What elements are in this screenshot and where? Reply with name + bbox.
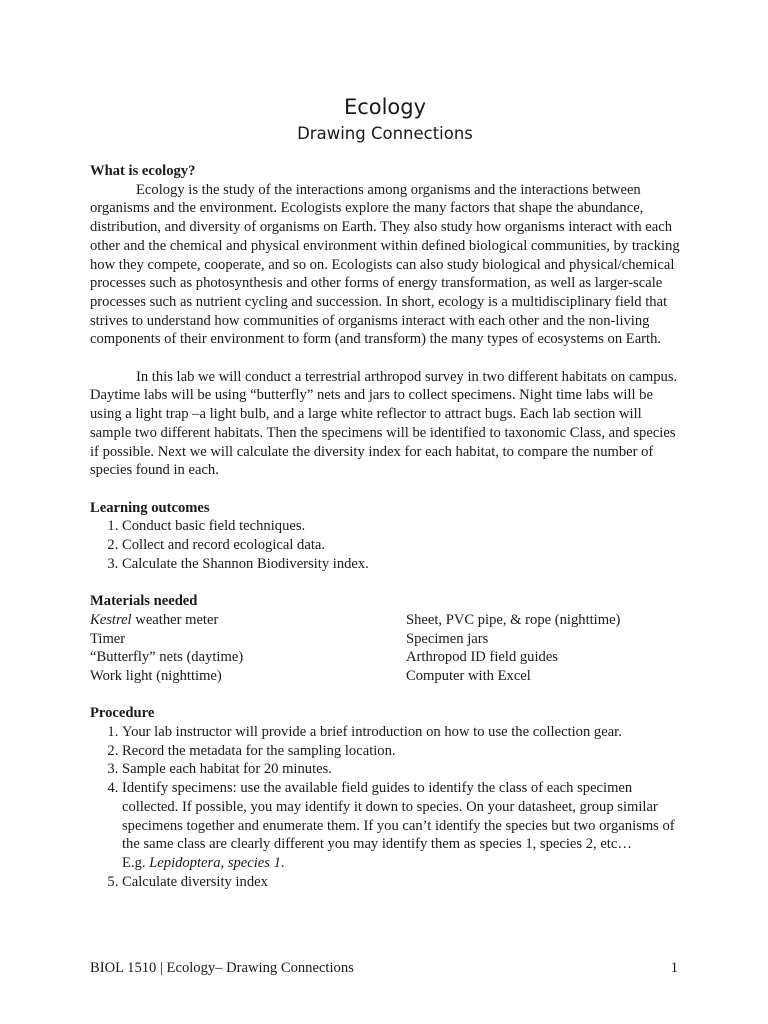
material-item: Sheet, PVC pipe, & rope (nighttime) bbox=[406, 611, 621, 628]
page-footer bbox=[90, 958, 680, 978]
procedure-step-4-eg-italic: Lepidoptera, species 1 bbox=[149, 854, 281, 871]
materials-column-right bbox=[406, 611, 680, 686]
learning-outcomes-list bbox=[90, 517, 680, 573]
materials-list bbox=[90, 611, 680, 686]
procedure-step: 5. Calculate diversity index bbox=[122, 873, 680, 892]
intro-paragraph-2: In this lab we will conduct a terrestrial arthropod survey in two different habitats on campus. Daytime labs will be using “butterfly” nets and jars to collect specimens. Night time labs will be using a light trap –a light bulb, and a large white reflector to attract bugs. Each lab section will sample two different habitats. Then the specimens will be identified to taxonomic Class, and species if possible. Next we will calculate the diversity index for each habitat, to compare the number of species found in each. bbox=[90, 368, 678, 479]
procedure-step-4-eg-suffix: . bbox=[280, 854, 285, 871]
material-item: Computer with Excel bbox=[406, 667, 531, 684]
list-item: 2. Collect and record ecological data. bbox=[122, 536, 680, 555]
material-item: Timer bbox=[90, 630, 126, 647]
material-item: Work light (nighttime) bbox=[90, 667, 222, 684]
intro-paragraph-1: Ecology is the study of the interactions among organisms and the interactions between organisms and the environment. Ecologists explore the many factors that shape the abundance, distribution, and diversity of organisms on Earth. They also study how organisms interact with each other and the chemical and physical environment within defined biological communities, by tracking how they compete, cooperate, and so on. Ecologists can also study biological and physical/chemical processes such as photosynthesis and other forms of energy transformation, as well as larger-scale processes such as nutrient cycling and succession. In short, ecology is a multidisciplinary field that strives to understand how communities of organisms interact with each other and the non-living components of their environment to form (and transform) the many types of ecosystems on Earth. bbox=[90, 181, 680, 348]
material-kestrel-italic: Kestrel bbox=[90, 611, 132, 628]
spacer bbox=[90, 686, 680, 705]
document-page bbox=[90, 0, 680, 1024]
material-item bbox=[90, 611, 406, 630]
spacer bbox=[90, 349, 680, 368]
document-body bbox=[90, 162, 680, 891]
list-item: 3. Calculate the Shannon Biodiversity index. bbox=[122, 555, 680, 574]
spacer bbox=[90, 573, 680, 592]
material-item: Arthropod ID field guides bbox=[406, 649, 558, 666]
section-heading-what-is-ecology: What is ecology? bbox=[90, 163, 196, 179]
spacer bbox=[90, 480, 680, 499]
materials-column-left bbox=[90, 611, 406, 686]
material-item: Specimen jars bbox=[406, 630, 489, 647]
material-kestrel-rest: weather meter bbox=[131, 611, 219, 628]
procedure-step bbox=[122, 779, 680, 873]
page-title: Ecology bbox=[343, 95, 427, 119]
section-heading-learning-outcomes: Learning outcomes bbox=[90, 499, 210, 516]
procedure-step-4-eg-prefix: E.g. bbox=[122, 854, 150, 871]
page-number: 1 bbox=[670, 960, 678, 976]
procedure-step-4-text: Identify specimens: use the available field guides to identify the class of each specimen collected. If possible, you may identify it down to species. On your datasheet, group similar specimens together and enumerate them. If you can’t identify the species but two organisms of the same class are clearly different you may identify them as species 1, species 2, etc… bbox=[122, 780, 675, 853]
procedure-step: 1. Your lab instructor will provide a brief introduction on how to use the collection gear. bbox=[122, 723, 680, 742]
footer-course-label: BIOL 1510 | Ecology– Drawing Connections bbox=[90, 960, 354, 976]
list-item: 1. Conduct basic field techniques. bbox=[122, 517, 680, 536]
procedure-list bbox=[90, 723, 680, 891]
material-item: “Butterfly” nets (daytime) bbox=[90, 649, 244, 666]
procedure-step: 3. Sample each habitat for 20 minutes. bbox=[122, 760, 680, 779]
section-heading-materials: Materials needed bbox=[90, 593, 198, 610]
page-subtitle: Drawing Connections bbox=[297, 124, 473, 143]
procedure-step: 2. Record the metadata for the sampling location. bbox=[122, 742, 680, 761]
section-heading-procedure: Procedure bbox=[90, 705, 155, 722]
